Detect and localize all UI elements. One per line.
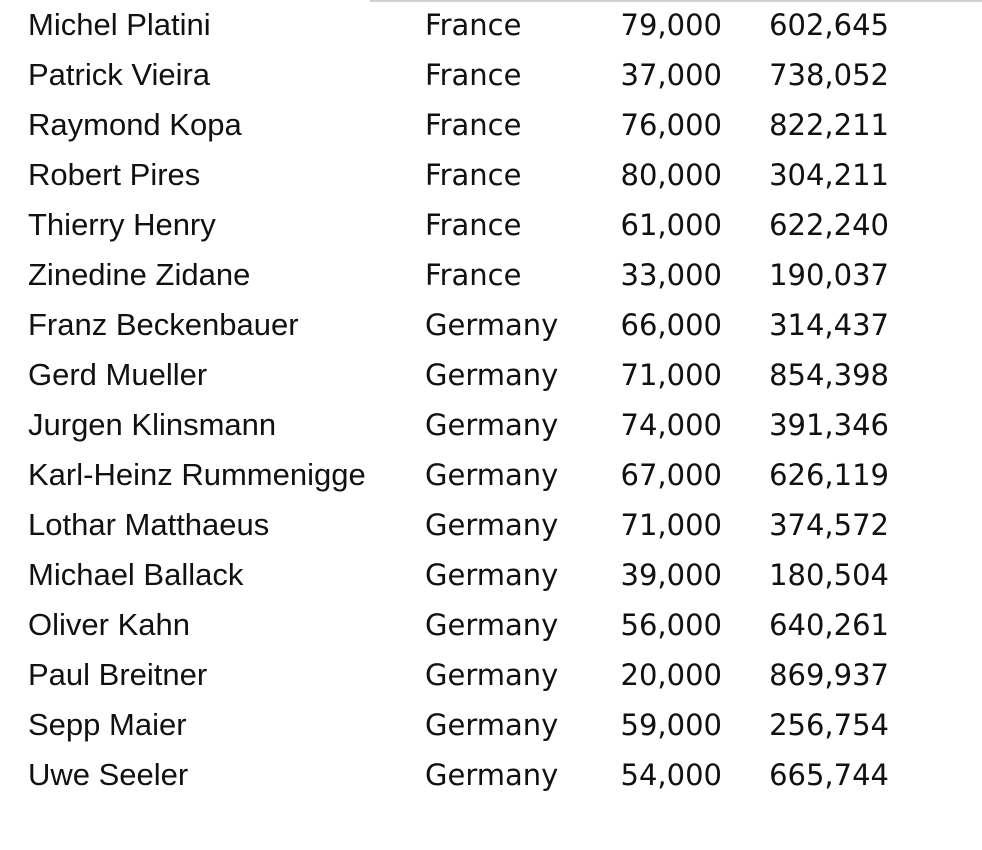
value2-cell[interactable]: 640,261 (769, 608, 889, 642)
table-row[interactable] (0, 350, 982, 400)
value1-cell[interactable]: 59,000 (620, 708, 722, 742)
value2-cell[interactable]: 304,211 (769, 158, 889, 192)
value2-cell[interactable]: 391,346 (769, 408, 889, 442)
country-cell[interactable]: France (425, 58, 522, 92)
value1-cell[interactable]: 66,000 (620, 308, 722, 342)
player-name-cell[interactable]: Franz Beckenbauer (28, 307, 299, 342)
value2-cell[interactable]: 256,754 (769, 708, 889, 742)
value1-cell[interactable]: 71,000 (620, 508, 722, 542)
country-cell[interactable]: Germany (425, 308, 559, 342)
player-name-cell[interactable]: Oliver Kahn (28, 607, 190, 642)
table-row[interactable] (0, 500, 982, 550)
value1-cell[interactable]: 33,000 (620, 258, 722, 292)
value2-cell[interactable]: 180,504 (769, 558, 889, 592)
player-name-cell[interactable]: Uwe Seeler (28, 757, 189, 792)
player-name-cell[interactable]: Michael Ballack (28, 557, 244, 592)
country-cell[interactable]: Germany (425, 408, 559, 442)
country-cell[interactable]: France (425, 208, 522, 242)
country-cell[interactable]: Germany (425, 358, 559, 392)
country-cell[interactable]: Germany (425, 458, 559, 492)
value1-cell[interactable]: 80,000 (620, 158, 722, 192)
table-row[interactable] (0, 750, 982, 800)
table-row[interactable] (0, 550, 982, 600)
table-row[interactable] (0, 200, 982, 250)
value1-cell[interactable]: 54,000 (620, 758, 722, 792)
value1-cell[interactable]: 67,000 (620, 458, 722, 492)
value2-cell[interactable]: 314,437 (769, 308, 889, 342)
value1-cell[interactable]: 71,000 (620, 358, 722, 392)
player-name-cell[interactable]: Karl-Heinz Rummenigge (28, 457, 366, 492)
value2-cell[interactable]: 190,037 (769, 258, 889, 292)
country-cell[interactable]: France (425, 108, 522, 142)
value1-cell[interactable]: 79,000 (620, 8, 722, 42)
table-row[interactable] (0, 100, 982, 150)
value2-cell[interactable]: 374,572 (769, 508, 889, 542)
value1-cell[interactable]: 61,000 (620, 208, 722, 242)
value1-cell[interactable]: 76,000 (620, 108, 722, 142)
country-cell[interactable]: Germany (425, 708, 559, 742)
value2-cell[interactable]: 665,744 (769, 758, 889, 792)
player-name-cell[interactable]: Jurgen Klinsmann (28, 407, 277, 442)
value1-cell[interactable]: 74,000 (620, 408, 722, 442)
player-name-cell[interactable]: Gerd Mueller (28, 357, 208, 392)
value2-cell[interactable]: 738,052 (769, 58, 889, 92)
table-row[interactable] (0, 450, 982, 500)
value2-cell[interactable]: 869,937 (769, 658, 889, 692)
value2-cell[interactable]: 602,645 (769, 8, 889, 42)
player-name-cell[interactable]: Thierry Henry (28, 207, 216, 242)
country-cell[interactable]: France (425, 8, 522, 42)
table-row[interactable] (0, 0, 982, 50)
country-cell[interactable]: Germany (425, 558, 559, 592)
value2-cell[interactable]: 622,240 (769, 208, 889, 242)
table-row[interactable] (0, 50, 982, 100)
table-row[interactable] (0, 150, 982, 200)
table-row[interactable] (0, 600, 982, 650)
value1-cell[interactable]: 56,000 (620, 608, 722, 642)
country-cell[interactable]: Germany (425, 758, 559, 792)
value1-cell[interactable]: 20,000 (620, 658, 722, 692)
player-name-cell[interactable]: Robert Pires (28, 157, 201, 192)
player-name-cell[interactable]: Patrick Vieira (28, 57, 211, 92)
value2-cell[interactable]: 626,119 (769, 458, 889, 492)
country-cell[interactable]: France (425, 258, 522, 292)
player-name-cell[interactable]: Raymond Kopa (28, 107, 242, 142)
value2-cell[interactable]: 822,211 (769, 108, 889, 142)
table-row[interactable] (0, 250, 982, 300)
table-row[interactable] (0, 300, 982, 350)
table-row[interactable] (0, 400, 982, 450)
player-name-cell[interactable]: Paul Breitner (28, 657, 208, 692)
value1-cell[interactable]: 37,000 (620, 58, 722, 92)
country-cell[interactable]: Germany (425, 608, 559, 642)
value1-cell[interactable]: 39,000 (620, 558, 722, 592)
player-name-cell[interactable]: Michel Platini (28, 7, 211, 42)
table-row[interactable] (0, 650, 982, 700)
country-cell[interactable]: Germany (425, 658, 559, 692)
country-cell[interactable]: France (425, 158, 522, 192)
player-name-cell[interactable]: Lothar Matthaeus (28, 507, 270, 542)
player-name-cell[interactable]: Sepp Maier (28, 707, 187, 742)
table-row[interactable] (0, 700, 982, 750)
player-name-cell[interactable]: Zinedine Zidane (28, 257, 251, 292)
value2-cell[interactable]: 854,398 (769, 358, 889, 392)
country-cell[interactable]: Germany (425, 508, 559, 542)
